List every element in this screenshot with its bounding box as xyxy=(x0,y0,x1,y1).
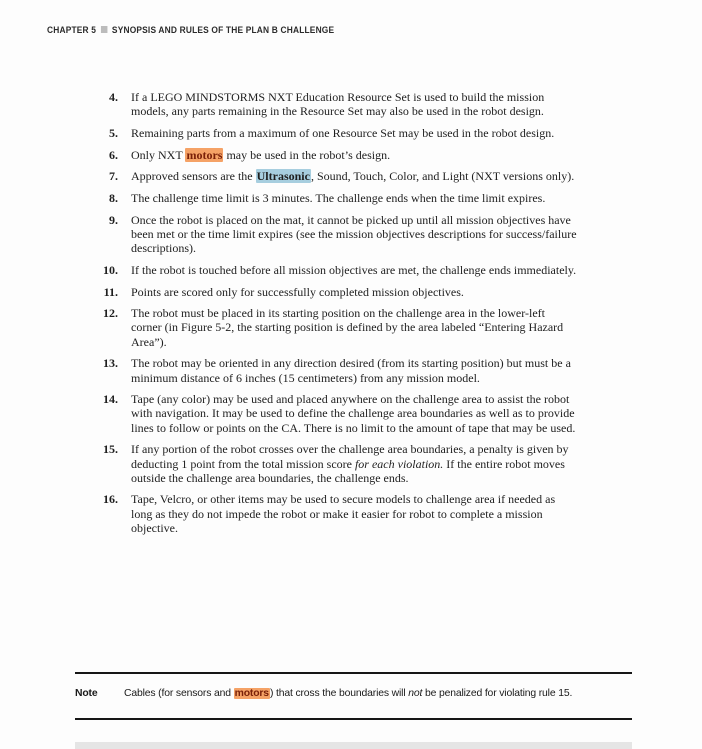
text-segment: Points are scored only for successfully completed mission objectives. xyxy=(131,284,464,299)
search-highlight-active: motors xyxy=(234,688,269,699)
rule-number: 5. xyxy=(109,125,118,140)
rule-text xyxy=(131,356,577,384)
text-segment: Remaining parts from a maximum of one Resource Set may be used in the robot design. xyxy=(131,125,555,140)
rules-list xyxy=(101,90,581,543)
text-segment: The challenge time limit is 3 minutes. The challenge ends when the time limit expires. xyxy=(131,191,546,206)
text-segment: may be used in the robot’s design. xyxy=(223,147,391,162)
rule-item xyxy=(101,126,581,140)
bottom-gray-strip xyxy=(75,742,632,749)
square-bullet-icon xyxy=(101,26,108,33)
rule-number: 12. xyxy=(103,306,118,321)
rule-text xyxy=(131,126,577,140)
rule-text xyxy=(131,191,577,205)
rule-item xyxy=(101,213,581,256)
rule-item xyxy=(101,169,581,183)
note-divider-bottom xyxy=(75,718,632,720)
rule-text xyxy=(131,213,577,256)
text-segment: Tape, Velcro, or other items may be used to secure models to challenge area if needed as long as they do not impede the robot or make it easier for robot to complete a mission objective. xyxy=(131,492,556,535)
text-segment: Only NXT xyxy=(131,147,186,162)
rule-item xyxy=(101,392,581,435)
rule-text xyxy=(131,392,577,435)
rule-text xyxy=(131,148,577,162)
text-segment: If any portion of the robot crosses over the challenge area boundaries, a penalty is given by deducting 1 point from the total mission score xyxy=(131,442,569,471)
note-label: Note xyxy=(75,688,98,699)
rule-number: 14. xyxy=(103,392,118,407)
rule-number: 6. xyxy=(109,147,118,162)
search-highlight: Ultrasonic xyxy=(256,169,310,184)
search-highlight-active: motors xyxy=(186,147,223,162)
text-segment: for each violation. xyxy=(354,456,444,471)
text-segment: Once the robot is placed on the mat, it cannot be picked up until all mission objectives have been met or the time limit expires (see the mission objectives descriptions for success/failure descriptions). xyxy=(131,212,577,256)
rule-item xyxy=(101,306,581,349)
text-segment: The robot must be placed in its starting position on the challenge area in the lower-left corner (in Figure 5-2, the starting position is defined by the area labeled “Entering Hazard Area”). xyxy=(131,306,564,349)
rule-number: 4. xyxy=(109,90,118,104)
rule-text xyxy=(131,285,577,299)
rule-item xyxy=(101,263,581,277)
text-segment: ) that cross the boundaries will xyxy=(269,688,409,699)
rule-text xyxy=(131,263,577,277)
rule-number: 16. xyxy=(103,492,118,507)
page-title: SYNOPSIS AND RULES OF THE PLAN B CHALLENGE xyxy=(111,25,335,35)
text-segment: If a LEGO MINDSTORMS NXT Education Resource Set is used to build the mission models, any parts remaining in the Resource Set may also be used in the robot design. xyxy=(131,90,545,119)
rule-text xyxy=(131,442,577,485)
rule-item xyxy=(101,191,581,205)
running-header xyxy=(47,25,334,35)
rule-number: 15. xyxy=(103,442,118,457)
note-divider-top xyxy=(75,672,632,674)
rule-item xyxy=(101,285,581,299)
rule-text xyxy=(131,306,577,349)
rule-text xyxy=(131,492,577,535)
rule-number: 7. xyxy=(109,169,118,184)
rule-item xyxy=(101,148,581,162)
rule-item xyxy=(101,90,581,118)
rule-item xyxy=(101,442,581,485)
text-segment: Tape (any color) may be used and placed anywhere on the challenge area to assist the robot with navigation. It may be used to define the challenge area boundaries as well as to provide lines to follow or points on the CA. There is no limit to the amount of tape that may be used. xyxy=(131,392,576,435)
rule-number: 8. xyxy=(109,191,118,206)
rule-number: 11. xyxy=(103,284,118,299)
chapter-label: CHAPTER 5 xyxy=(47,25,97,35)
rule-item xyxy=(101,492,581,535)
text-segment: The robot may be oriented in any direction desired (from its starting position) but must be a minimum distance of 6 inches (15 centimeters) from any mission model. xyxy=(131,356,571,385)
text-segment: If the robot is touched before all mission objectives are met, the challenge ends immediately. xyxy=(131,262,577,277)
rule-item xyxy=(101,356,581,384)
text-segment: Cables (for sensors and xyxy=(124,688,234,699)
text-segment: If the entire robot moves outside the challenge area boundaries, the challenge ends. xyxy=(131,456,565,485)
note-text xyxy=(124,688,572,699)
text-segment: , Sound, Touch, Color, and Light (NXT versions only). xyxy=(310,169,575,184)
rule-number: 13. xyxy=(103,356,118,371)
text-segment: be penalized for violating rule 15. xyxy=(422,688,573,699)
rule-number: 9. xyxy=(109,212,118,227)
rule-text xyxy=(131,169,577,183)
text-segment: Approved sensors are the xyxy=(131,169,256,184)
text-segment: not xyxy=(408,688,423,699)
rule-text xyxy=(131,90,577,118)
note-block xyxy=(75,688,675,699)
rule-number: 10. xyxy=(103,262,118,277)
